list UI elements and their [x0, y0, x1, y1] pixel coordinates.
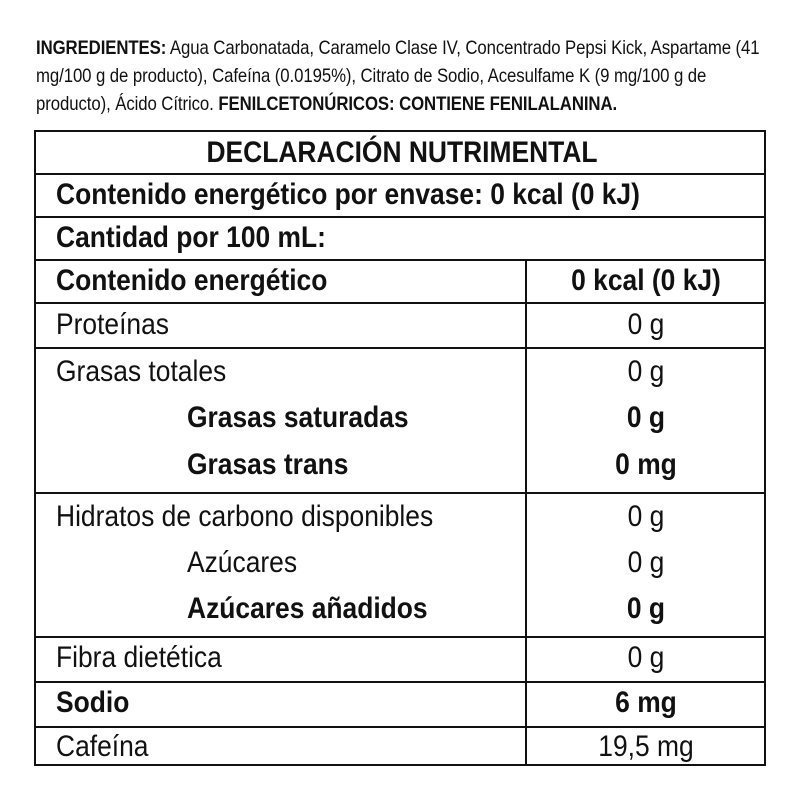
divider	[36, 636, 764, 638]
nutrient-value: 0 g	[627, 546, 665, 579]
divider	[36, 216, 764, 218]
nutrient-value: 0 g	[626, 401, 666, 434]
nutrient-name: Proteínas	[56, 308, 170, 341]
nutrient-value: 0 mg	[615, 448, 677, 481]
nutrient-value: 0 g	[626, 592, 666, 625]
divider	[36, 173, 764, 175]
nutrient-name: Cafeína	[56, 730, 149, 763]
phenylketonuria-warning: FENILCETONÚRICOS: CONTIENE FENILALANINA.	[218, 93, 618, 115]
nutrient-name: Grasas totales	[56, 355, 227, 388]
ingredients-text	[36, 34, 767, 118]
divider	[36, 726, 764, 728]
divider	[36, 681, 764, 683]
nutrient-value: 6 mg	[615, 686, 677, 719]
nutrition-facts-table	[34, 130, 766, 766]
energy-per-package: Contenido energético por envase: 0 kcal (0 kJ)	[56, 178, 640, 211]
nutrient-value: 0 g	[627, 308, 665, 341]
nutrient-name: Contenido energético	[56, 264, 328, 297]
divider	[36, 259, 764, 261]
nutrient-value: 0 kcal (0 kJ)	[571, 264, 721, 297]
divider	[36, 302, 764, 304]
nutrient-value: 0 g	[627, 500, 665, 533]
divider	[36, 347, 764, 349]
ingredients-label: INGREDIENTES:	[36, 37, 167, 59]
nutrient-name: Grasas trans	[187, 448, 349, 481]
nutrient-name: Grasas saturadas	[187, 401, 409, 434]
nutrient-name: Azúcares añadidos	[187, 592, 428, 625]
divider	[36, 492, 764, 494]
serving-size: Cantidad por 100 mL:	[56, 221, 326, 254]
column-divider	[525, 259, 527, 764]
ingredients-list: Agua Carbonatada, Caramelo Clase IV, Concentrado Pepsi Kick, Aspartame (41 mg/100 g de producto), Cafeína (0.0195%), Citrato de Sodio, Acesulfame K (9 mg/100 g de producto), Ácido Cítrico.	[36, 37, 760, 115]
table-title: DECLARACIÓN NUTRIMENTAL	[206, 136, 598, 169]
nutrient-value: 0 g	[627, 355, 665, 388]
nutrient-name: Azúcares	[187, 546, 298, 579]
nutrient-name: Hidratos de carbono disponibles	[56, 500, 434, 533]
nutrient-name: Sodio	[56, 686, 130, 719]
nutrient-value: 19,5 mg	[598, 730, 694, 763]
nutrient-value: 0 g	[627, 641, 665, 674]
nutrient-name: Fibra dietética	[56, 641, 222, 674]
